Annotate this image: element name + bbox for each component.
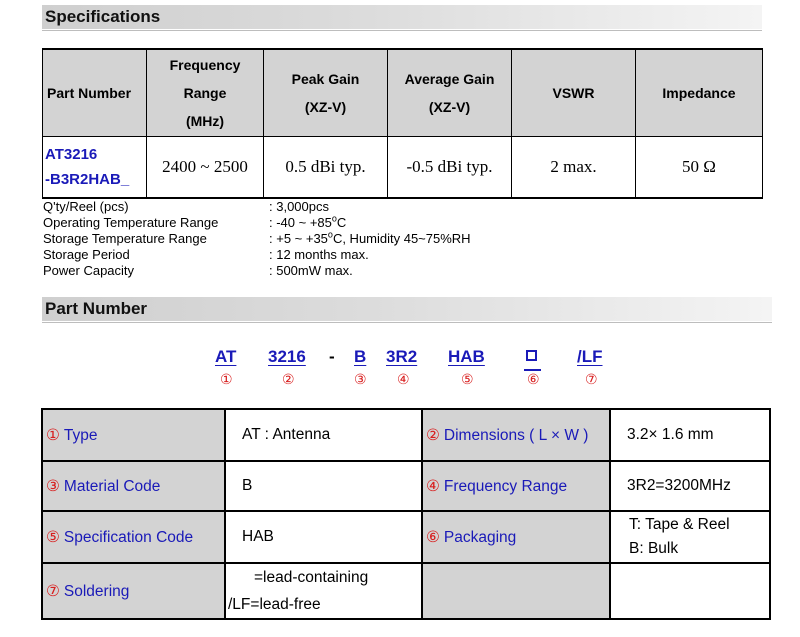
param-qty-reel: Q'ty/Reel (pcs) : 3,000pcs (43, 199, 329, 214)
cell-impedance: 50 Ω (636, 137, 763, 199)
value-type: AT : Antenna (225, 409, 422, 461)
pn-row-soldering (42, 563, 770, 619)
cell-peak-gain: 0.5 dBi typ. (264, 137, 388, 199)
code-marker-3: ③ (354, 371, 367, 387)
specifications-data-row (43, 137, 763, 199)
header-part-number: Part Number (43, 49, 147, 137)
header-average-gain: Average Gain (XZ-V) (388, 49, 512, 137)
code-dimensions: 3216 (268, 347, 306, 366)
cell-frequency: 2400 ~ 2500 (147, 137, 264, 199)
label-specification-code: ⑤ Specification Code (42, 511, 225, 563)
code-soldering: /LF (577, 347, 603, 366)
part-number-title: Part Number (45, 299, 148, 318)
specifications-title: Specifications (45, 7, 161, 26)
specifications-header-bar (42, 5, 762, 29)
code-specification: HAB (448, 347, 485, 366)
part-number-divider (42, 322, 772, 323)
value-specification-code: HAB (225, 511, 422, 563)
empty-shaded-cell (422, 563, 610, 619)
code-marker-4: ④ (397, 371, 410, 387)
label-soldering: ⑦ Soldering (42, 563, 225, 619)
cell-part-number: AT3216 -B3R2HAB_ (43, 137, 147, 199)
label-frequency-range: ④ Frequency Range (422, 461, 610, 511)
value-dimensions: 3.2× 1.6 mm (610, 409, 770, 461)
value-frequency-range: 3R2=3200MHz (610, 461, 770, 511)
value-material-code: B (225, 461, 422, 511)
code-type: AT (215, 347, 237, 366)
pn-row-material (42, 461, 770, 511)
code-packaging-box-icon (526, 350, 537, 361)
cell-vswr: 2 max. (512, 137, 636, 199)
pn-row-specification (42, 511, 770, 563)
param-power-capacity: Power Capacity : 500mW max. (43, 263, 353, 278)
header-impedance: Impedance (636, 49, 763, 137)
specifications-divider (42, 30, 762, 31)
label-dimensions: ② Dimensions ( L × W ) (422, 409, 610, 461)
param-storage-temperature: Storage Temperature Range : +5 ~ $+35^oC$, Humidity 45~75%RH (43, 229, 471, 246)
cell-average-gain: -0.5 dBi typ. (388, 137, 512, 199)
value-packaging: T: Tape & Reel B: Bulk (610, 511, 770, 563)
part-number-header-bar (42, 297, 772, 321)
code-material: B (354, 347, 367, 366)
label-material-code: ③ Material Code (42, 461, 225, 511)
specifications-table (42, 48, 763, 199)
code-marker-2: ② (282, 371, 295, 387)
header-vswr: VSWR (512, 49, 636, 137)
specification-parameters (43, 199, 643, 279)
value-soldering: =lead-containing /LF=lead-free (225, 563, 422, 619)
code-marker-1: ① (220, 371, 233, 387)
specifications-header-row (43, 49, 763, 137)
param-storage-period: Storage Period : 12 months max. (43, 247, 369, 262)
code-marker-6: ⑥ (527, 371, 540, 387)
part-number-table (41, 408, 771, 620)
label-packaging: ⑥ Packaging (422, 511, 610, 563)
code-separator: - (329, 347, 335, 366)
param-operating-temperature: Operating Temperature Range : -40 ~ $+85^oC$ (43, 213, 347, 230)
pn-row-type (42, 409, 770, 461)
code-marker-7: ⑦ (585, 371, 598, 387)
code-frequency: 3R2 (386, 347, 418, 366)
header-peak-gain: Peak Gain (XZ-V) (264, 49, 388, 137)
empty-cell (610, 563, 770, 619)
code-marker-5: ⑤ (461, 371, 474, 387)
label-type: ① Type (42, 409, 225, 461)
header-frequency-range: Frequency Range (MHz) (147, 49, 264, 137)
